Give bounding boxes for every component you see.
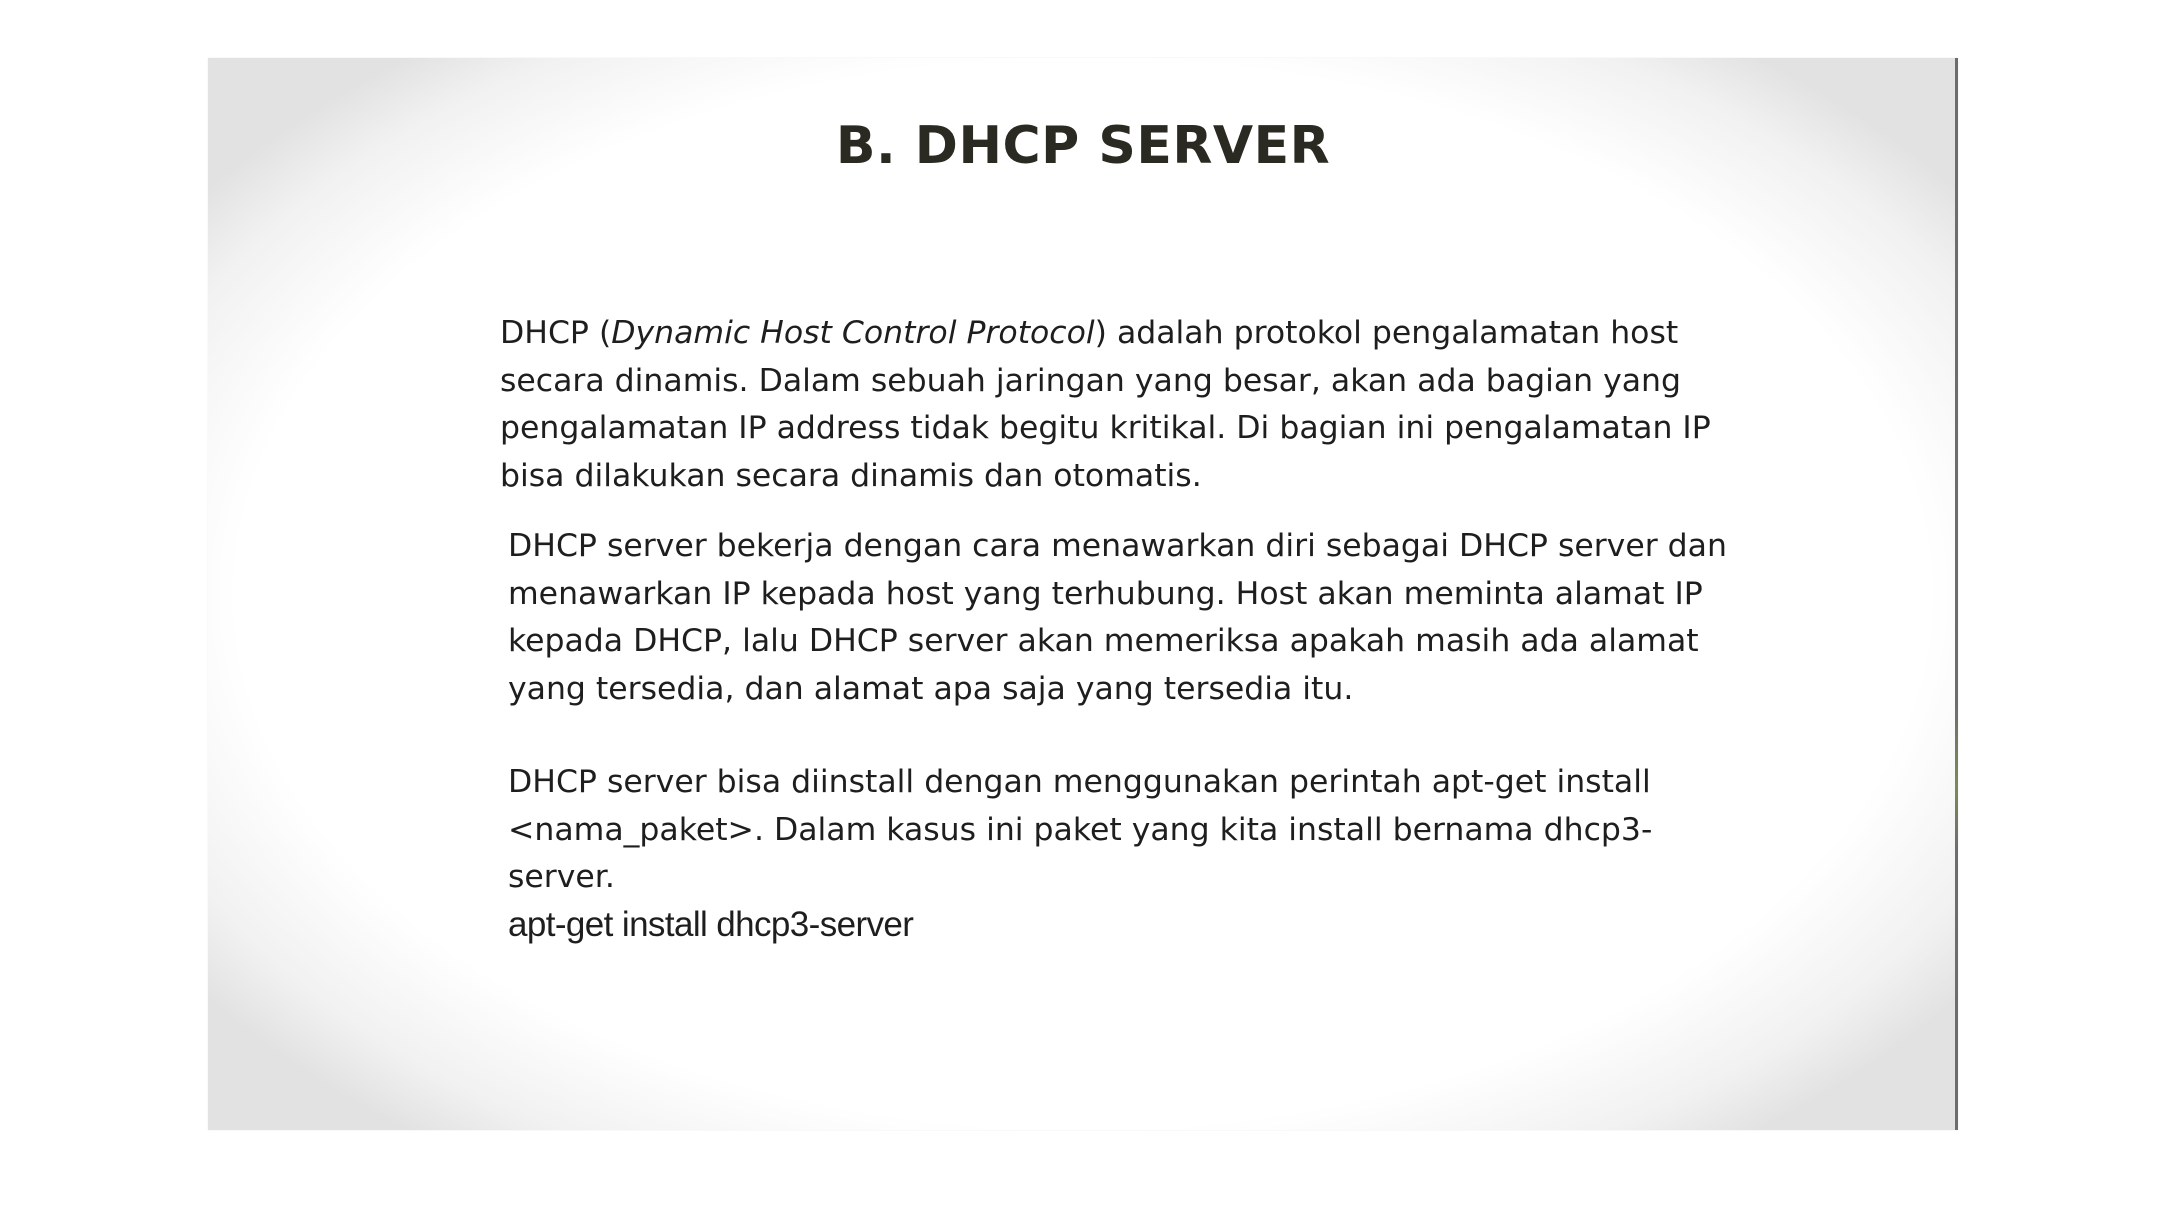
paragraph-line [500, 310, 1711, 358]
paragraph-line: DHCP server bekerja dengan cara menawarkan diri sebagai DHCP server dan [508, 528, 1727, 564]
italic-term: Dynamic Host Control Protocol [611, 315, 1095, 351]
install-command: apt-get install dhcp3-server [508, 905, 914, 944]
slide-edge-border [1955, 58, 1958, 1130]
text-segment: ) adalah protokol pengalamatan host [1094, 315, 1679, 351]
paragraph-line: menawarkan IP kepada host yang terhubung. Host akan meminta alamat IP [508, 575, 1703, 612]
paragraph-line: <nama_paket>. Dalam kasus ini paket yang kita install bernama dhcp3- [508, 811, 1653, 848]
paragraph-line: pengalamatan IP address tidak begitu kritikal. Di bagian ini pengalamatan IP [500, 410, 1711, 446]
paragraph-dhcp-definition [500, 310, 1711, 500]
slide [208, 58, 1958, 1130]
paragraph-dhcp-how-it-works [508, 523, 1727, 713]
text-segment: DHCP ( [500, 315, 612, 351]
slide-title: B. DHCP SERVER [835, 116, 1331, 176]
paragraph-line: secara dinamis. Dalam sebuah jaringan yang besar, akan ada bagian yang [500, 362, 1682, 399]
paragraph-dhcp-install [508, 759, 1652, 902]
paragraph-line: kepada DHCP, lalu DHCP server akan memeriksa apakah masih ada alamat [508, 623, 1699, 659]
paragraph-line: server. [508, 859, 615, 895]
paragraph-line: yang tersedia, dan alamat apa saja yang tersedia itu. [508, 670, 1354, 707]
paragraph-line: DHCP server bisa diinstall dengan menggunakan perintah apt-get install [508, 764, 1651, 800]
paragraph-line: bisa dilakukan secara dinamis dan otomatis. [500, 457, 1202, 494]
